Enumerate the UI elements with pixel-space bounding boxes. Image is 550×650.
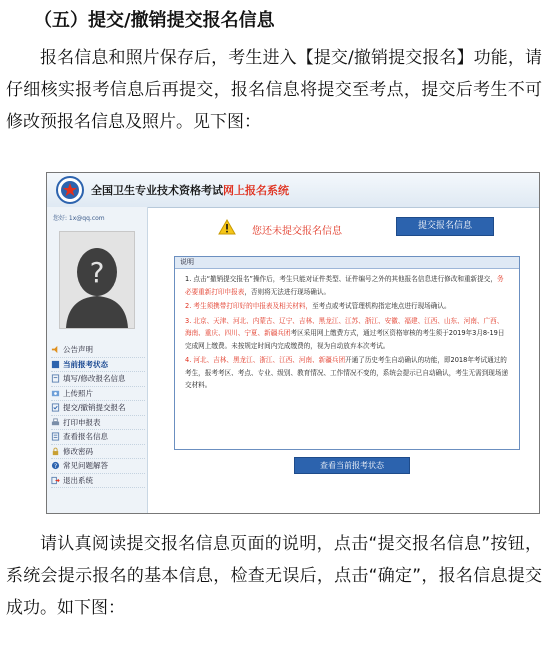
speaker-icon [51, 345, 60, 354]
instruction-4: 4. 河北、吉林、黑龙江、浙江、江西、河南、新疆兵团开通了历史考生自动确认的功能，即2018年考试通过的考生，报考考区、考点、专业、级别、教育情况、工作情况不变的，系统会提示已自动确认，考生无需到现场递交材料。 [185, 356, 509, 389]
sidebar-item-change-password[interactable]: 修改密码 [51, 445, 145, 460]
not-submitted-notice: 您还未提交报名信息 [252, 226, 342, 237]
sidebar-item-print[interactable]: 打印申报表 [51, 416, 145, 431]
sidebar-item-view-info[interactable]: 查看报名信息 [51, 430, 145, 445]
lock-icon [51, 447, 60, 456]
sidebar [47, 207, 148, 513]
logout-icon [51, 476, 60, 485]
sidebar-item-announcement[interactable]: 公告声明 [51, 343, 145, 358]
sidebar-menu [51, 343, 145, 488]
photo-icon [51, 389, 60, 398]
site-title-system: 网上报名系统 [223, 184, 289, 197]
submit-info-button[interactable]: 提交报名信息 [396, 217, 494, 236]
instructions-box [174, 256, 520, 450]
avatar [59, 231, 135, 329]
avatar-placeholder-icon [60, 232, 134, 328]
sidebar-item-status[interactable]: 当前报考状态 [51, 358, 145, 373]
svg-text:?: ? [53, 463, 58, 470]
site-title-main: 全国卫生专业技术资格考试 [91, 184, 223, 197]
edit-icon [51, 374, 60, 383]
svg-text:?: ? [89, 256, 105, 289]
instruction-1: 1. 点击“撤销提交报名”操作后，考生只能对证件类型、证件编号之外的其他报名信息进行修改和重新提交，务必要重新打印申报表，否则将无法进行现场确认。 [185, 275, 504, 296]
sidebar-item-faq[interactable]: ? 常见问题解答 [51, 459, 145, 474]
submit-icon [51, 403, 60, 412]
instructions-body [175, 269, 519, 392]
help-icon [51, 461, 60, 470]
view-icon [51, 432, 60, 441]
followup-paragraph: 请认真阅读提交报名信息页面的说明，点击“提交报名信息”按钮，系统会提示报名的基本信息，检查无误后，点击“确定”，报名信息提交成功。如下图： [6, 534, 542, 618]
sidebar-item-upload-photo[interactable]: 上传照片 [51, 387, 145, 402]
instructions-header: 说明 [175, 257, 519, 269]
status-icon [51, 360, 60, 369]
print-icon [51, 418, 60, 427]
section-title: （五）提交/撤销提交报名信息 [34, 10, 275, 31]
warning-icon [218, 219, 236, 235]
site-banner [47, 173, 539, 208]
view-status-button[interactable]: 查看当前报考状态 [294, 457, 410, 474]
main-content [148, 207, 539, 513]
user-greeting: 您好: 1x@qq.com [53, 215, 105, 222]
sidebar-item-logout[interactable]: 退出系统 [51, 474, 145, 489]
system-screenshot [46, 172, 540, 514]
emblem-logo-icon [55, 175, 85, 205]
intro-paragraph: 报名信息和照片保存后，考生进入【提交/撤销提交报名】功能，请仔细核实报考信息后再提交，报名信息将提交至考点，提交后考生不可修改预报名信息及照片。见下图： [6, 48, 542, 132]
sidebar-item-submit-revoke[interactable]: 提交/撤销提交报名 [51, 401, 145, 416]
instruction-2: 2. 考生须携带打印好的申报表及相关材料，至考点或考试管理机构指定地点进行现场确认。 [185, 302, 451, 310]
instruction-3: 3. 北京、天津、河北、内蒙古、辽宁、吉林、黑龙江、江苏、浙江、安徽、福建、江西、山东、河南、广西、海南、重庆、四川、宁夏、新疆兵团考区采用网上缴费方式，通过考区资格审核的考生须于2019年3月8-19日完成网上缴费。未按规定时间内完成缴费的，视为自动放弃本次考试。 [185, 316, 505, 350]
sidebar-item-edit-info[interactable]: 填写/修改报名信息 [51, 372, 145, 387]
site-title [91, 182, 289, 198]
